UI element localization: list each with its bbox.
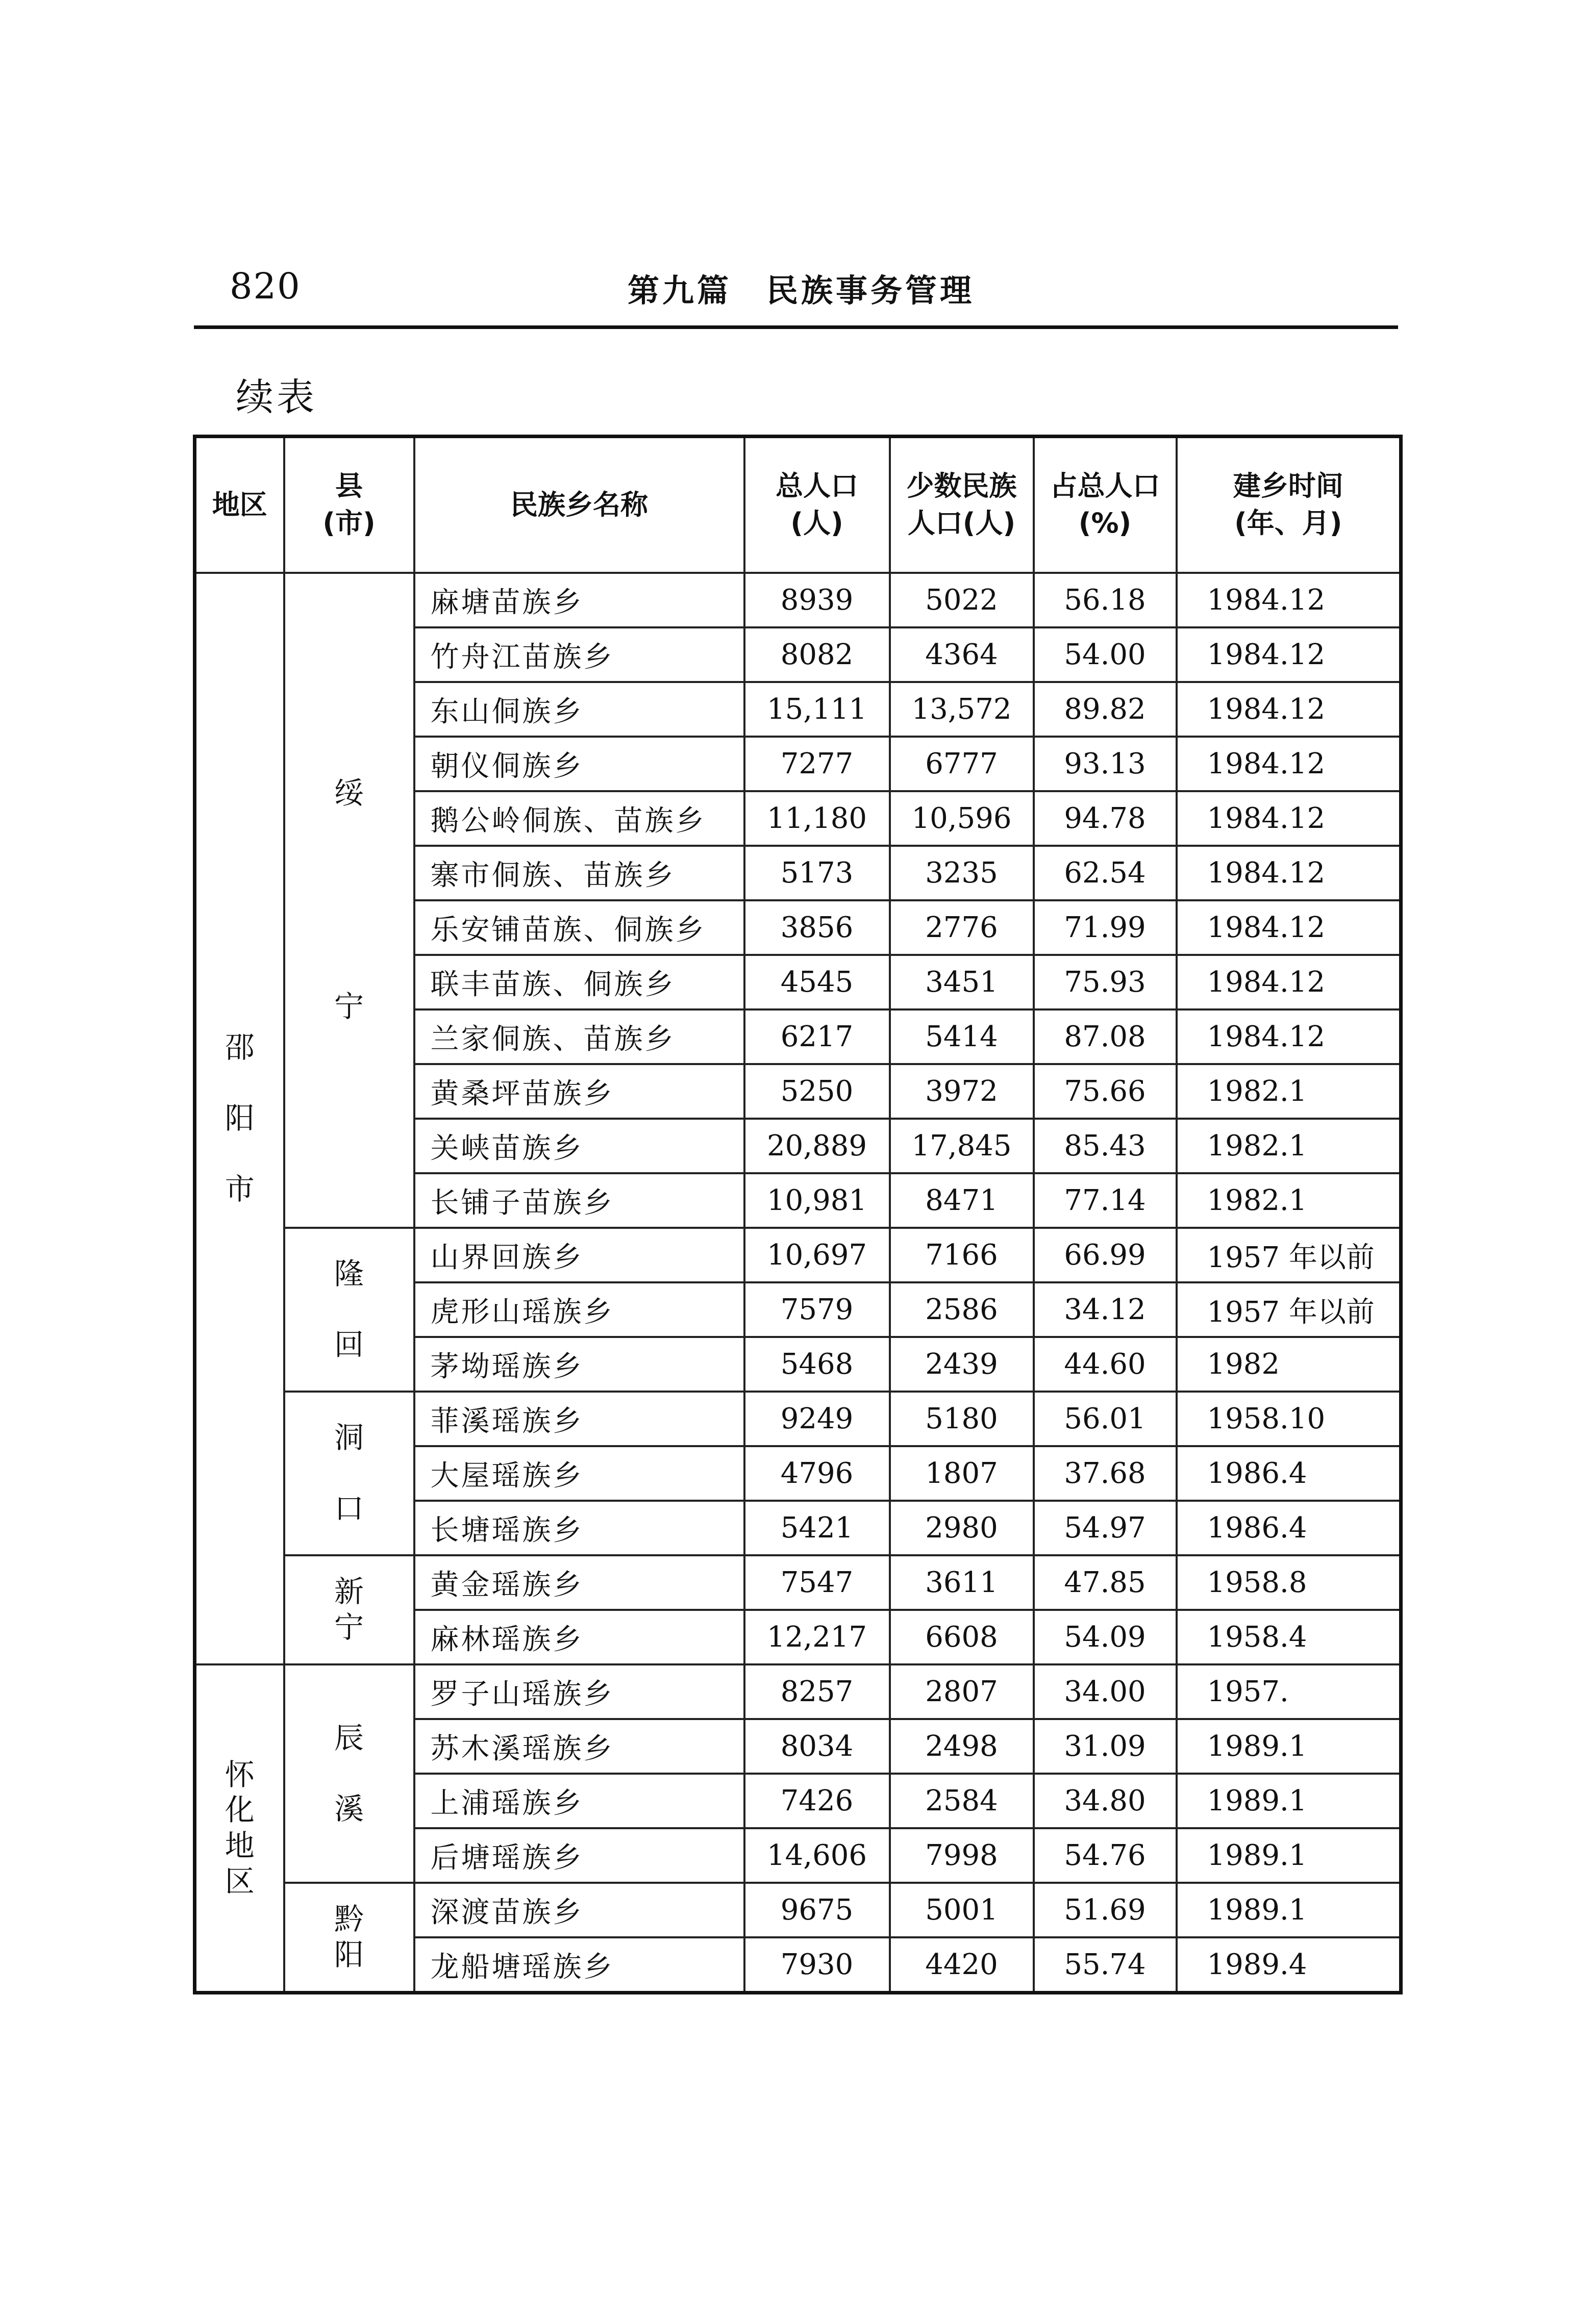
- minority-population-cell: 5414: [890, 1009, 1034, 1064]
- established-date-cell: 1982.1: [1177, 1064, 1401, 1119]
- minority-population-cell: 3611: [890, 1555, 1034, 1610]
- percentage-cell: 34.00: [1034, 1664, 1177, 1719]
- total-population-cell: 20,889: [744, 1119, 890, 1173]
- column-header-total-pop: [744, 437, 890, 573]
- percentage-cell: 54.09: [1034, 1610, 1177, 1664]
- established-date-cell: 1957 年以前: [1177, 1282, 1401, 1337]
- percentage-cell: 71.99: [1034, 900, 1177, 955]
- township-name-cell: 虎形山瑶族乡: [414, 1282, 744, 1337]
- county-cell-chenxi: [284, 1664, 414, 1883]
- established-date-cell: 1989.1: [1177, 1883, 1401, 1937]
- established-date-cell: 1982.1: [1177, 1119, 1401, 1173]
- percentage-cell: 85.43: [1034, 1119, 1177, 1173]
- total-population-cell: 8034: [744, 1719, 890, 1774]
- region-cell-shaoyang: [195, 573, 284, 1664]
- column-header-region: [195, 437, 284, 573]
- minority-population-cell: 2584: [890, 1774, 1034, 1828]
- township-name-cell: 黄桑坪苗族乡: [414, 1064, 744, 1119]
- minority-population-cell: 3972: [890, 1064, 1034, 1119]
- column-header-name-text: 民族乡名称: [510, 488, 648, 521]
- percentage-cell: 55.74: [1034, 1937, 1177, 1993]
- county-label: 洞 口: [334, 1420, 364, 1526]
- total-population-cell: 7579: [744, 1282, 890, 1337]
- township-name-cell: 苏木溪瑶族乡: [414, 1719, 744, 1774]
- township-name-cell: 深渡苗族乡: [414, 1883, 744, 1937]
- header-rule: [194, 325, 1398, 329]
- total-population-cell: 6217: [744, 1009, 890, 1064]
- table-row: [195, 1392, 1401, 1446]
- township-name-cell: 山界回族乡: [414, 1228, 744, 1282]
- township-name-cell: 乐安铺苗族、侗族乡: [414, 900, 744, 955]
- total-population-cell: 4796: [744, 1446, 890, 1501]
- percentage-cell: 62.54: [1034, 846, 1177, 900]
- established-date-cell: 1982.1: [1177, 1173, 1401, 1228]
- percentage-cell: 87.08: [1034, 1009, 1177, 1064]
- county-label: 绥 宁: [334, 776, 364, 1024]
- township-name-cell: 长铺子苗族乡: [414, 1173, 744, 1228]
- total-population-cell: 7426: [744, 1774, 890, 1828]
- established-date-cell: 1989.4: [1177, 1937, 1401, 1993]
- established-date-cell: 1958.10: [1177, 1392, 1401, 1446]
- total-population-cell: 4545: [744, 955, 890, 1009]
- percentage-cell: 31.09: [1034, 1719, 1177, 1774]
- minority-population-cell: 4364: [890, 627, 1034, 682]
- established-date-cell: 1958.4: [1177, 1610, 1401, 1664]
- ethnic-township-table-wrapper: [193, 435, 1399, 1994]
- percentage-cell: 94.78: [1034, 791, 1177, 846]
- minority-population-cell: 3235: [890, 846, 1034, 900]
- percentage-cell: 75.66: [1034, 1064, 1177, 1119]
- township-name-cell: 龙船塘瑶族乡: [414, 1937, 744, 1993]
- township-name-cell: 罗子山瑶族乡: [414, 1664, 744, 1719]
- column-header-county: [284, 437, 414, 573]
- total-population-cell: 9675: [744, 1883, 890, 1937]
- county-cell-qianyang: [284, 1883, 414, 1993]
- county-cell-suining: [284, 573, 414, 1228]
- minority-population-cell: 10,596: [890, 791, 1034, 846]
- minority-population-cell: 6777: [890, 737, 1034, 791]
- total-population-cell: 10,697: [744, 1228, 890, 1282]
- percentage-cell: 56.01: [1034, 1392, 1177, 1446]
- table-body: [195, 573, 1401, 1993]
- established-date-cell: 1989.1: [1177, 1719, 1401, 1774]
- minority-population-cell: 7998: [890, 1828, 1034, 1883]
- township-name-cell: 黄金瑶族乡: [414, 1555, 744, 1610]
- minority-population-cell: 17,845: [890, 1119, 1034, 1173]
- established-date-cell: 1984.12: [1177, 682, 1401, 737]
- minority-population-cell: 8471: [890, 1173, 1034, 1228]
- minority-population-cell: 2439: [890, 1337, 1034, 1392]
- percentage-cell: 34.80: [1034, 1774, 1177, 1828]
- table-row: [195, 1555, 1401, 1610]
- total-population-cell: 14,606: [744, 1828, 890, 1883]
- township-name-cell: 麻林瑶族乡: [414, 1610, 744, 1664]
- township-name-cell: 大屋瑶族乡: [414, 1446, 744, 1501]
- total-population-cell: 15,111: [744, 682, 890, 737]
- minority-population-cell: 5180: [890, 1392, 1034, 1446]
- chapter-title: 第九篇 民族事务管理: [628, 272, 975, 309]
- total-population-cell: 3856: [744, 900, 890, 955]
- percentage-cell: 93.13: [1034, 737, 1177, 791]
- township-name-cell: 鹅公岭侗族、苗族乡: [414, 791, 744, 846]
- total-population-cell: 5468: [744, 1337, 890, 1392]
- total-population-cell: 12,217: [744, 1610, 890, 1664]
- table-row: [195, 1883, 1401, 1937]
- county-label: 新 宁: [334, 1574, 364, 1645]
- continued-table-label: 续表: [236, 375, 317, 419]
- total-population-cell: 5173: [744, 846, 890, 900]
- total-population-cell: 5421: [744, 1501, 890, 1555]
- region-cell-huaihua: [195, 1664, 284, 1993]
- region-label: 邵 阳 市: [225, 1030, 255, 1207]
- established-date-cell: 1958.8: [1177, 1555, 1401, 1610]
- table-row: [195, 1228, 1401, 1282]
- minority-population-cell: 4420: [890, 1937, 1034, 1993]
- township-name-cell: 麻塘苗族乡: [414, 573, 744, 627]
- total-population-cell: 10,981: [744, 1173, 890, 1228]
- township-name-cell: 联丰苗族、侗族乡: [414, 955, 744, 1009]
- township-name-cell: 寨市侗族、苗族乡: [414, 846, 744, 900]
- column-header-date: [1177, 437, 1401, 573]
- county-cell-dongkou: [284, 1392, 414, 1555]
- established-date-cell: 1957.: [1177, 1664, 1401, 1719]
- established-date-cell: 1986.4: [1177, 1501, 1401, 1555]
- township-name-cell: 东山侗族乡: [414, 682, 744, 737]
- county-label: 隆 回: [334, 1256, 364, 1362]
- township-name-cell: 上浦瑶族乡: [414, 1774, 744, 1828]
- county-label: 辰 溪: [334, 1720, 364, 1826]
- percentage-cell: 54.76: [1034, 1828, 1177, 1883]
- page-number: 820: [230, 265, 301, 307]
- established-date-cell: 1986.4: [1177, 1446, 1401, 1501]
- minority-population-cell: 2807: [890, 1664, 1034, 1719]
- minority-population-cell: 2586: [890, 1282, 1034, 1337]
- ethnic-township-table: [193, 435, 1403, 1994]
- minority-population-cell: 2776: [890, 900, 1034, 955]
- established-date-cell: 1984.12: [1177, 737, 1401, 791]
- percentage-cell: 77.14: [1034, 1173, 1177, 1228]
- county-cell-longhui: [284, 1228, 414, 1392]
- column-header-total-pop-text: 总人口 (人): [776, 470, 858, 539]
- minority-population-cell: 5001: [890, 1883, 1034, 1937]
- township-name-cell: 长塘瑶族乡: [414, 1501, 744, 1555]
- minority-population-cell: 3451: [890, 955, 1034, 1009]
- township-name-cell: 竹舟江苗族乡: [414, 627, 744, 682]
- total-population-cell: 7547: [744, 1555, 890, 1610]
- township-name-cell: 朝仪侗族乡: [414, 737, 744, 791]
- established-date-cell: 1989.1: [1177, 1774, 1401, 1828]
- established-date-cell: 1984.12: [1177, 627, 1401, 682]
- percentage-cell: 54.00: [1034, 627, 1177, 682]
- total-population-cell: 9249: [744, 1392, 890, 1446]
- total-population-cell: 8257: [744, 1664, 890, 1719]
- established-date-cell: 1957 年以前: [1177, 1228, 1401, 1282]
- established-date-cell: 1984.12: [1177, 573, 1401, 627]
- percentage-cell: 54.97: [1034, 1501, 1177, 1555]
- established-date-cell: 1984.12: [1177, 1009, 1401, 1064]
- minority-population-cell: 2498: [890, 1719, 1034, 1774]
- percentage-cell: 75.93: [1034, 955, 1177, 1009]
- total-population-cell: 8939: [744, 573, 890, 627]
- percentage-cell: 66.99: [1034, 1228, 1177, 1282]
- column-header-pct-text: 占总人口 (%): [1050, 470, 1160, 539]
- column-header-county-text: 县 (市): [322, 470, 376, 539]
- township-name-cell: 兰家侗族、苗族乡: [414, 1009, 744, 1064]
- minority-population-cell: 1807: [890, 1446, 1034, 1501]
- minority-population-cell: 13,572: [890, 682, 1034, 737]
- table-row: [195, 573, 1401, 627]
- column-header-pct: [1034, 437, 1177, 573]
- percentage-cell: 89.82: [1034, 682, 1177, 737]
- total-population-cell: 7277: [744, 737, 890, 791]
- established-date-cell: 1984.12: [1177, 955, 1401, 1009]
- township-name-cell: 后塘瑶族乡: [414, 1828, 744, 1883]
- percentage-cell: 51.69: [1034, 1883, 1177, 1937]
- established-date-cell: 1989.1: [1177, 1828, 1401, 1883]
- minority-population-cell: 5022: [890, 573, 1034, 627]
- percentage-cell: 47.85: [1034, 1555, 1177, 1610]
- total-population-cell: 11,180: [744, 791, 890, 846]
- column-header-minority-pop: [890, 437, 1034, 573]
- established-date-cell: 1984.12: [1177, 846, 1401, 900]
- region-label: 怀 化 地 区: [225, 1757, 255, 1899]
- total-population-cell: 8082: [744, 627, 890, 682]
- column-header-minority-pop-text: 少数民族 人口(人): [906, 470, 1017, 539]
- percentage-cell: 56.18: [1034, 573, 1177, 627]
- township-name-cell: 关峡苗族乡: [414, 1119, 744, 1173]
- percentage-cell: 44.60: [1034, 1337, 1177, 1392]
- total-population-cell: 5250: [744, 1064, 890, 1119]
- established-date-cell: 1984.12: [1177, 900, 1401, 955]
- township-name-cell: 菲溪瑶族乡: [414, 1392, 744, 1446]
- minority-population-cell: 2980: [890, 1501, 1034, 1555]
- total-population-cell: 7930: [744, 1937, 890, 1993]
- column-header-date-text: 建乡时间 (年、月): [1233, 470, 1343, 539]
- column-header-name: [414, 437, 744, 573]
- minority-population-cell: 6608: [890, 1610, 1034, 1664]
- table-header-row: [195, 437, 1401, 573]
- established-date-cell: 1982: [1177, 1337, 1401, 1392]
- column-header-region-text: 地区: [212, 488, 267, 521]
- county-label: 黔 阳: [334, 1902, 364, 1972]
- minority-population-cell: 7166: [890, 1228, 1034, 1282]
- township-name-cell: 茅坳瑶族乡: [414, 1337, 744, 1392]
- county-cell-xinning: [284, 1555, 414, 1664]
- percentage-cell: 34.12: [1034, 1282, 1177, 1337]
- percentage-cell: 37.68: [1034, 1446, 1177, 1501]
- table-row: [195, 1664, 1401, 1719]
- established-date-cell: 1984.12: [1177, 791, 1401, 846]
